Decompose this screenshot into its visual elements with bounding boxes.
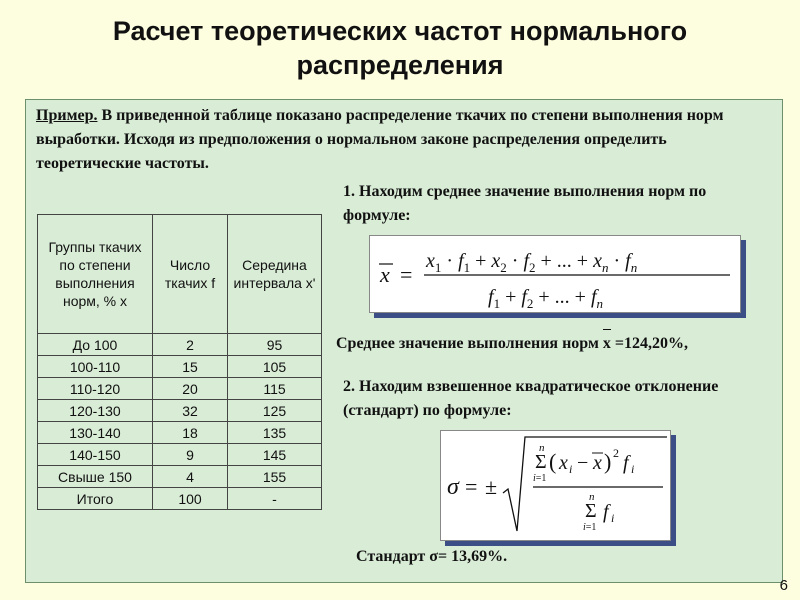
svg-text:n: n xyxy=(589,491,595,503)
page-number: 6 xyxy=(779,577,788,594)
intro-text: В приведенной таблице показано распределение ткачих по степени выполнения норм выработки. Исходя из предположения о нормальном законе распределения определить теоретические частоты. xyxy=(36,107,724,172)
mean-formula-graphic xyxy=(370,236,740,312)
intro-lead: Пример. xyxy=(36,107,98,124)
table-cell: 155 xyxy=(228,466,322,488)
svg-text:Σ: Σ xyxy=(585,500,597,522)
table-header-row xyxy=(38,215,322,334)
table-cell: 2 xyxy=(153,334,228,356)
svg-text:i=1: i=1 xyxy=(583,522,597,533)
mean-result-value: =124,20%, xyxy=(610,335,688,352)
svg-text:=: = xyxy=(400,262,413,287)
table-cell: 145 xyxy=(228,444,322,466)
table-total-row xyxy=(38,488,322,510)
header-midpoint: Середина интервала x' xyxy=(228,215,322,334)
table-cell: 15 xyxy=(153,356,228,378)
table-row xyxy=(38,466,322,488)
table-cell: 110-120 xyxy=(38,378,153,400)
svg-text:σ: σ xyxy=(447,474,459,500)
header-count: Число ткачих f xyxy=(153,215,228,334)
table-cell: 18 xyxy=(153,422,228,444)
table-cell: 140-150 xyxy=(38,444,153,466)
table-row xyxy=(38,356,322,378)
sigma-symbol: σ xyxy=(429,548,438,565)
svg-text:2: 2 xyxy=(613,446,619,460)
svg-text:=: = xyxy=(465,474,478,499)
table-cell: 100-110 xyxy=(38,356,153,378)
table-cell: Свыше 150 xyxy=(38,466,153,488)
svg-text:x: x xyxy=(593,452,602,474)
table-cell: 115 xyxy=(228,378,322,400)
svg-text:i: i xyxy=(611,511,615,525)
mean-symbol: x xyxy=(602,335,611,352)
std-result-value: = 13,69%. xyxy=(437,548,508,565)
svg-text:Σ: Σ xyxy=(535,451,547,473)
svg-text:x: x xyxy=(559,452,568,474)
mean-formula xyxy=(369,235,741,313)
svg-text:i: i xyxy=(569,462,573,476)
page-title xyxy=(0,14,800,82)
table-cell: 120-130 xyxy=(38,400,153,422)
table-cell: 32 xyxy=(153,400,228,422)
intro-paragraph xyxy=(36,104,772,176)
table-cell: 130-140 xyxy=(38,422,153,444)
svg-text:f: f xyxy=(623,452,629,474)
header-groups: Группы ткачих по степени выполнения норм, % x xyxy=(38,215,153,334)
table-cell: 95 xyxy=(228,334,322,356)
svg-text:x1 · f1 + x2 · f2 + ... + xn ·: $x_1 \cdot f_1 + x_2 \cdot f_2$ + ... + $x_n \cdot f_n$ xyxy=(426,250,638,275)
std-result xyxy=(356,548,507,566)
svg-text:±: ± xyxy=(485,474,498,499)
page-title-line1: Расчет теоретических частот нормального xyxy=(112,16,688,46)
svg-text:x: x xyxy=(380,262,390,287)
table-row xyxy=(38,378,322,400)
step-1-text: 1. Находим среднее значение выполнения норм по формуле: xyxy=(343,183,707,224)
table-row xyxy=(38,444,322,466)
step-2-text: 2. Находим взвешенное квадратическое отклонение (стандарт) по формуле: xyxy=(343,378,719,419)
table-row xyxy=(38,400,322,422)
std-formula-graphic xyxy=(441,431,670,540)
table-row xyxy=(38,334,322,356)
table-cell: До 100 xyxy=(38,334,153,356)
content-panel xyxy=(25,99,783,583)
table-cell: 135 xyxy=(228,422,322,444)
svg-text:f: f xyxy=(603,501,609,523)
distribution-table xyxy=(37,214,322,510)
page-title-line2: распределения xyxy=(296,50,504,80)
table-cell: 105 xyxy=(228,356,322,378)
svg-text:i: i xyxy=(631,462,635,476)
std-result-text: Стандарт xyxy=(356,548,430,565)
svg-text:f1 + f2 + ... + fn: $f_1 + f_2$ + ... + $f_n$ xyxy=(488,286,604,311)
table-cell: Итого xyxy=(38,488,153,510)
svg-text:(: ( xyxy=(549,449,557,474)
svg-text:n: n xyxy=(539,442,545,454)
svg-text:−: − xyxy=(577,452,589,474)
mean-result xyxy=(336,335,688,353)
table-cell: 9 xyxy=(153,444,228,466)
table-cell: - xyxy=(228,488,322,510)
table-cell: 4 xyxy=(153,466,228,488)
svg-text:): ) xyxy=(604,449,612,474)
table-cell: 100 xyxy=(153,488,228,510)
std-formula xyxy=(440,430,671,541)
table-cell: 20 xyxy=(153,378,228,400)
mean-result-text: Среднее значение выполнения норм xyxy=(336,335,603,352)
svg-text:i=1: i=1 xyxy=(533,473,547,484)
table-row xyxy=(38,422,322,444)
table-cell: 125 xyxy=(228,400,322,422)
